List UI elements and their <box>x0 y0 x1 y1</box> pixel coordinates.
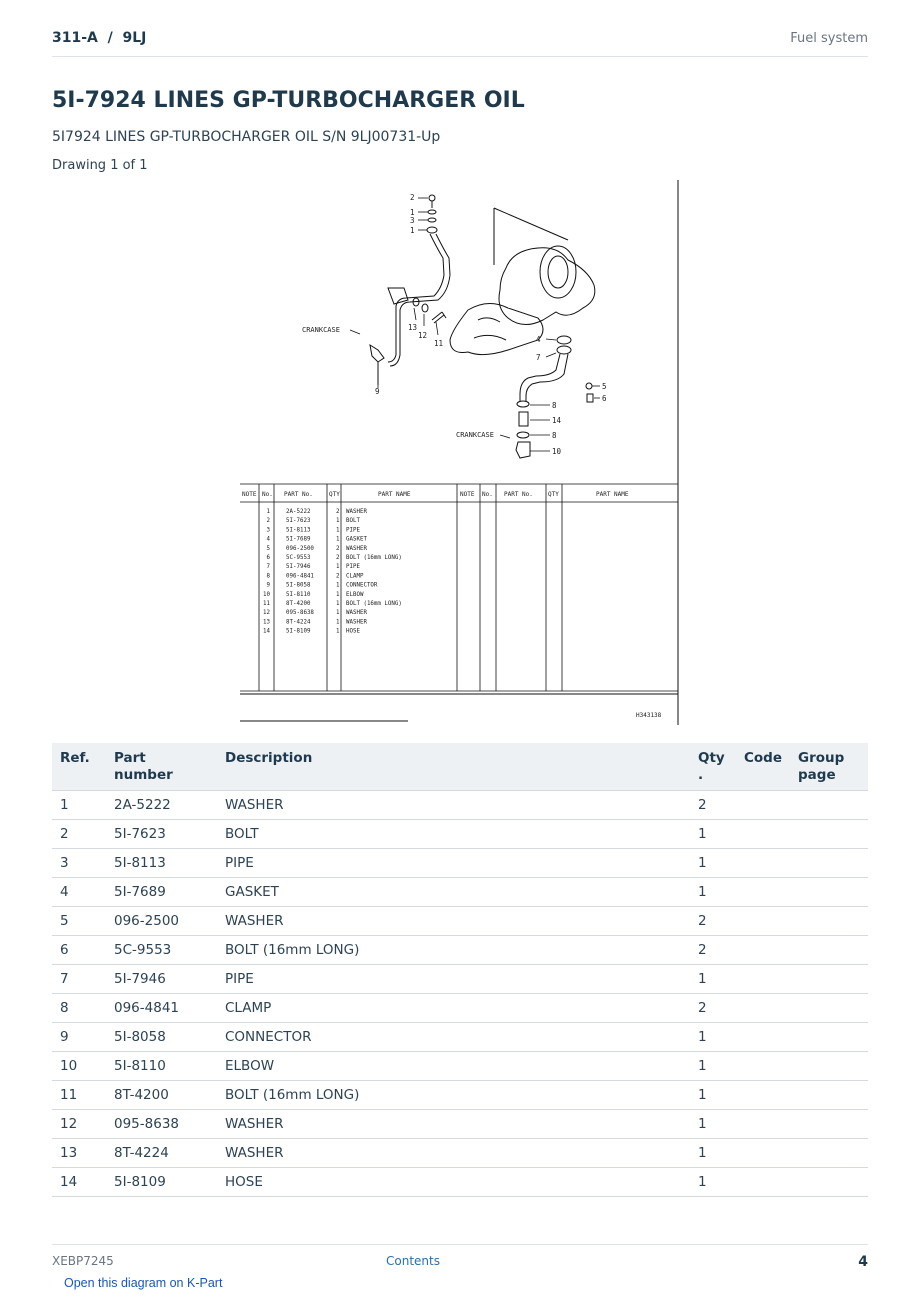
callout-9: 9 <box>375 387 380 396</box>
connector-left <box>370 345 384 385</box>
callout-14: 14 <box>552 416 562 425</box>
table-row[interactable] <box>52 849 868 878</box>
row-code <box>736 1023 790 1052</box>
callout-13: 13 <box>408 323 418 332</box>
sheet-header-part-no-2: PART No. <box>504 491 533 498</box>
row-ref: 5 <box>52 907 106 936</box>
table-row[interactable] <box>52 1023 868 1052</box>
row-group-page <box>790 1139 868 1168</box>
row-ref: 10 <box>52 1052 106 1081</box>
sheet-header-no: No. <box>262 491 273 498</box>
row-qty: 1 <box>690 878 736 907</box>
sheet-frame <box>240 180 678 725</box>
table-row[interactable] <box>52 1052 868 1081</box>
sheet-row-qty: 1 <box>336 518 340 525</box>
row-code <box>736 994 790 1023</box>
sheet-row-name: WASHER <box>346 610 367 617</box>
row-code <box>736 849 790 878</box>
sheet-row-qty: 1 <box>336 591 340 598</box>
row-ref: 6 <box>52 936 106 965</box>
row-part-number: 8T-4224 <box>106 1139 217 1168</box>
sheet-row-qty: 1 <box>336 527 340 534</box>
row-ref: 8 <box>52 994 106 1023</box>
row-code <box>736 1052 790 1081</box>
row-qty: 1 <box>690 965 736 994</box>
callout-1b: 1 <box>410 226 415 235</box>
sheet-row-no: 14 <box>263 628 270 635</box>
sheet-row-qty: 2 <box>336 545 340 552</box>
drawing-code: H343138 <box>636 712 662 719</box>
sheet-row-part: 5I-8109 <box>286 628 311 635</box>
callout-2: 2 <box>410 193 415 202</box>
sheet-row-no: 8 <box>266 573 270 580</box>
row-ref: 14 <box>52 1168 106 1197</box>
row-ref: 4 <box>52 878 106 907</box>
row-code <box>736 1081 790 1110</box>
row-ref: 3 <box>52 849 106 878</box>
sheet-header-part-name-2: PART NAME <box>596 491 629 498</box>
sheet-header-qty: QTY <box>329 491 340 498</box>
sheet-header-qty-2: QTY <box>548 491 559 498</box>
sheet-row-part: 8T-4200 <box>286 601 311 607</box>
row-part-number: 2A-5222 <box>106 791 217 820</box>
table-row[interactable] <box>52 1110 868 1139</box>
row-code <box>736 820 790 849</box>
sheet-header-note: NOTE <box>242 491 257 498</box>
sheet-row-name: PIPE <box>346 564 360 571</box>
row-part-number: 095-8638 <box>106 1110 217 1139</box>
sheet-row-name: ELBOW <box>346 591 364 598</box>
sheet-row-qty: 1 <box>336 536 340 543</box>
sheet-header-no-2: No. <box>482 491 493 498</box>
callout-leaders <box>350 198 600 451</box>
row-code <box>736 907 790 936</box>
sheet-row-part: 096-2500 <box>286 545 314 552</box>
row-description: WASHER <box>217 1139 690 1168</box>
sheet-row-name: CONNECTOR <box>346 582 378 589</box>
row-group-page <box>790 820 868 849</box>
col-group-page[interactable]: Group page <box>790 743 868 791</box>
sheet-row-name: WASHER <box>346 545 367 552</box>
row-part-number: 5I-7623 <box>106 820 217 849</box>
row-group-page <box>790 994 868 1023</box>
sheet-row-qty: 1 <box>336 582 340 589</box>
row-qty: 1 <box>690 820 736 849</box>
sheet-row-qty: 1 <box>336 564 340 571</box>
row-qty: 2 <box>690 994 736 1023</box>
row-part-number: 5I-7946 <box>106 965 217 994</box>
row-ref: 9 <box>52 1023 106 1052</box>
table-row[interactable] <box>52 1081 868 1110</box>
page-title: 5I-7924 LINES GP-TURBOCHARGER OIL <box>52 88 525 113</box>
row-ref: 13 <box>52 1139 106 1168</box>
sheet-row-name: BOLT <box>346 518 360 525</box>
sheet-row-part: 096-4841 <box>286 573 314 580</box>
callout-3: 3 <box>410 216 415 225</box>
sheet-row-name: BOLT (16mm LONG) <box>346 601 402 607</box>
row-part-number: 096-2500 <box>106 907 217 936</box>
callout-8b: 8 <box>552 431 557 440</box>
row-part-number: 5I-8110 <box>106 1052 217 1081</box>
sheet-row-part: 5C-9553 <box>286 555 311 561</box>
table-row[interactable] <box>52 878 868 907</box>
row-group-page <box>790 936 868 965</box>
row-description: BOLT (16mm LONG) <box>217 1081 690 1110</box>
sheet-row-part: 095-8638 <box>286 610 314 617</box>
col-code[interactable]: Code <box>736 743 790 791</box>
sheet-row-name: GASKET <box>346 536 367 543</box>
sheet-row-no: 2 <box>266 518 270 525</box>
parts-diagram[interactable] <box>238 180 680 726</box>
sheet-row-no: 1 <box>266 509 270 515</box>
row-description: GASKET <box>217 878 690 907</box>
row-code <box>736 1168 790 1197</box>
sheet-row-name: PIPE <box>346 527 360 534</box>
row-group-page <box>790 878 868 907</box>
table-row[interactable] <box>52 907 868 936</box>
row-code <box>736 878 790 907</box>
sheet-header-part-no: PART No. <box>284 491 313 498</box>
row-group-page <box>790 1110 868 1139</box>
row-description: WASHER <box>217 907 690 936</box>
turbocharger-outline <box>450 208 595 355</box>
row-qty: 1 <box>690 1052 736 1081</box>
sheet-row-part: 5I-8113 <box>286 527 311 534</box>
col-description[interactable]: Description <box>217 743 690 791</box>
row-qty: 1 <box>690 1168 736 1197</box>
sheet-row-no: 11 <box>263 601 270 607</box>
open-in-kpart-link[interactable]: Open this diagram on K-Part <box>64 1276 223 1290</box>
callout-11: 11 <box>434 339 444 348</box>
row-group-page <box>790 965 868 994</box>
row-description: PIPE <box>217 849 690 878</box>
model-breadcrumb: 311-A / 9LJ <box>52 30 147 46</box>
sheet-row-qty: 2 <box>336 509 340 515</box>
sheet-row-no: 9 <box>266 582 270 589</box>
sheet-row-qty: 2 <box>336 573 340 580</box>
sheet-row-name: WASHER <box>346 619 367 626</box>
sheet-row-no: 5 <box>266 545 270 552</box>
sheet-row-qty: 1 <box>336 601 340 607</box>
row-qty: 1 <box>690 1023 736 1052</box>
crankcase-label-left: CRANKCASE <box>302 326 340 334</box>
row-group-page <box>790 1168 868 1197</box>
sheet-row-name: BOLT (16mm LONG) <box>346 555 402 561</box>
row-description: CLAMP <box>217 994 690 1023</box>
row-code <box>736 791 790 820</box>
row-description: HOSE <box>217 1168 690 1197</box>
row-qty: 1 <box>690 1139 736 1168</box>
row-part-number: 5I-7689 <box>106 878 217 907</box>
sheet-row-qty: 1 <box>336 619 340 626</box>
row-part-number: 5C-9553 <box>106 936 217 965</box>
row-code <box>736 965 790 994</box>
row-qty: 2 <box>690 907 736 936</box>
sheet-row-no: 7 <box>266 564 270 571</box>
sheet-row-no: 3 <box>266 527 270 534</box>
row-part-number: 8T-4200 <box>106 1081 217 1110</box>
sheet-row-part: 2A-5222 <box>286 509 311 515</box>
sheet-row-part: 5I-8110 <box>286 591 311 598</box>
contents-link[interactable]: Contents <box>386 1254 440 1268</box>
callout-5: 5 <box>602 382 607 391</box>
row-code <box>736 936 790 965</box>
callout-12: 12 <box>418 331 428 340</box>
row-ref: 12 <box>52 1110 106 1139</box>
row-description: CONNECTOR <box>217 1023 690 1052</box>
row-group-page <box>790 791 868 820</box>
page-footer <box>52 1244 868 1275</box>
sheet-row-part: 5I-7689 <box>286 536 311 543</box>
row-description: WASHER <box>217 791 690 820</box>
sheet-row-name: WASHER <box>346 509 367 515</box>
row-ref: 2 <box>52 820 106 849</box>
sheet-row-qty: 1 <box>336 628 340 635</box>
parts-table <box>52 743 868 1197</box>
row-group-page <box>790 1081 868 1110</box>
row-qty: 1 <box>690 1081 736 1110</box>
sheet-row-name: HOSE <box>346 628 360 635</box>
row-description: BOLT (16mm LONG) <box>217 936 690 965</box>
col-ref[interactable]: Ref. <box>52 743 106 791</box>
sheet-row-name: CLAMP <box>346 573 364 580</box>
sheet-row-no: 12 <box>263 610 270 617</box>
row-part-number: 5I-8113 <box>106 849 217 878</box>
row-qty: 1 <box>690 849 736 878</box>
callout-4: 4 <box>536 335 541 344</box>
sheet-header-part-name: PART NAME <box>378 491 411 498</box>
row-ref: 1 <box>52 791 106 820</box>
sheet-row-no: 6 <box>266 555 270 561</box>
table-row[interactable] <box>52 791 868 820</box>
sheet-row-part: 5I-7946 <box>286 564 311 571</box>
row-code <box>736 1110 790 1139</box>
sheet-row-part: 5I-7623 <box>286 518 311 525</box>
sheet-row-no: 10 <box>263 591 270 598</box>
callout-8: 8 <box>552 401 557 410</box>
row-description: ELBOW <box>217 1052 690 1081</box>
sheet-header-note-2: NOTE <box>460 491 475 498</box>
row-part-number: 096-4841 <box>106 994 217 1023</box>
table-row[interactable] <box>52 1168 868 1197</box>
row-group-page <box>790 907 868 936</box>
sheet-row-no: 4 <box>266 536 270 543</box>
row-qty: 2 <box>690 936 736 965</box>
table-row[interactable] <box>52 994 868 1023</box>
row-group-page <box>790 1052 868 1081</box>
crankcase-label-right: CRANKCASE <box>456 431 494 439</box>
sheet-row-part: 5I-8058 <box>286 582 311 589</box>
row-ref: 11 <box>52 1081 106 1110</box>
table-row[interactable] <box>52 820 868 849</box>
row-qty: 1 <box>690 1110 736 1139</box>
page-header <box>52 28 868 57</box>
drawing-count-label: Drawing 1 of 1 <box>52 158 148 173</box>
row-description: WASHER <box>217 1110 690 1139</box>
table-header-row <box>52 743 868 791</box>
section-label: Fuel system <box>790 31 868 46</box>
row-code <box>736 1139 790 1168</box>
sheet-row-no: 13 <box>263 619 270 626</box>
callout-6: 6 <box>602 394 607 403</box>
callout-1: 1 <box>410 208 415 217</box>
page-number: 4 <box>858 1254 868 1270</box>
row-part-number: 5I-8109 <box>106 1168 217 1197</box>
col-qty[interactable]: Qty . <box>690 743 736 791</box>
table-row[interactable] <box>52 936 868 965</box>
row-part-number: 5I-8058 <box>106 1023 217 1052</box>
page-subtitle: 5I7924 LINES GP-TURBOCHARGER OIL S/N 9LJ00731-Up <box>52 129 441 145</box>
row-ref: 7 <box>52 965 106 994</box>
table-row[interactable] <box>52 1139 868 1168</box>
sheet-row-qty: 1 <box>336 610 340 617</box>
callout-7: 7 <box>536 353 541 362</box>
document-id: XEBP7245 <box>52 1254 114 1268</box>
row-group-page <box>790 849 868 878</box>
row-group-page <box>790 1023 868 1052</box>
row-description: BOLT <box>217 820 690 849</box>
row-qty: 2 <box>690 791 736 820</box>
sheet-row-qty: 2 <box>336 555 340 561</box>
callout-10: 10 <box>552 447 562 456</box>
table-row[interactable] <box>52 965 868 994</box>
row-description: PIPE <box>217 965 690 994</box>
sheet-row-part: 8T-4224 <box>286 619 311 626</box>
col-part-number[interactable]: Part number <box>106 743 217 791</box>
